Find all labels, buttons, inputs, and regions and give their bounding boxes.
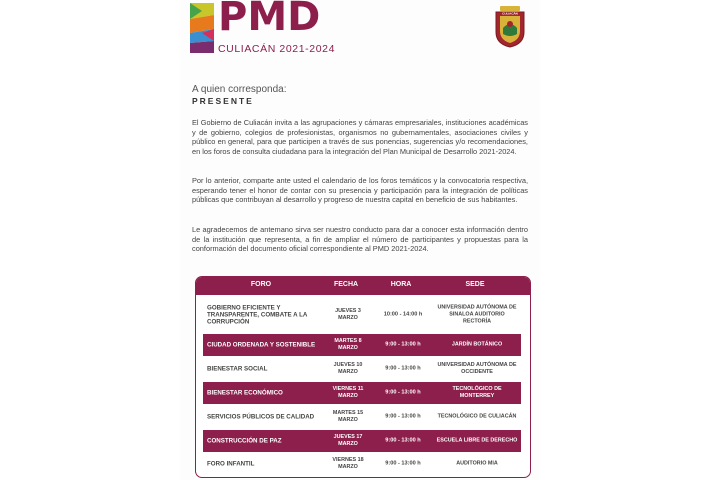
cell-fecha: MARTES 15 MARZO bbox=[332, 410, 364, 423]
cell-sede: AUDITORIO MIA bbox=[456, 460, 498, 467]
cell-foro: SERVICIOS PÚBLICOS DE CALIDAD bbox=[207, 413, 315, 421]
cell-fecha: MARTES 8 MARZO bbox=[334, 338, 362, 351]
salutation: PRESENTE bbox=[192, 96, 254, 106]
cell-foro: CIUDAD ORDENADA Y SOSTENIBLE bbox=[207, 341, 316, 349]
cell-foro: FORO INFANTIL bbox=[207, 460, 255, 468]
cell-sede: TECNOLÓGICO DE MONTERREY bbox=[452, 386, 502, 399]
header-foro: FORO bbox=[250, 281, 272, 288]
table-row bbox=[203, 382, 521, 404]
cell-fecha: VIERNES 11 MARZO bbox=[332, 386, 364, 399]
forums-table bbox=[195, 276, 531, 478]
logo-title: PMD bbox=[218, 0, 321, 40]
table-row bbox=[203, 405, 521, 429]
header-hora: HORA bbox=[390, 281, 412, 288]
table-row bbox=[203, 453, 521, 475]
logo-subtitle: CULIACÁN 2021-2024 bbox=[218, 43, 336, 55]
cell-foro: GOBIERNO EFICIENTE Y TRANSPARENTE, COMBATE A LA CORRUPCIÓN bbox=[207, 304, 308, 326]
cell-hora: 10:00 - 14:00 h bbox=[383, 311, 423, 318]
table-row bbox=[203, 334, 521, 356]
cell-foro: BIENESTAR ECONÓMICO bbox=[207, 389, 283, 397]
paragraph-thanks: Le agradecemos de antemano sirva ser nuestro conducto para dar a conocer esta información dentro de la institución que representa, a fin de ampliar el número de participantes y propuestas para la conformación del documento oficial correspondiente al PMD 2021-2024. bbox=[192, 225, 528, 254]
header-fecha: FECHA bbox=[333, 281, 359, 288]
cell-hora: 9:00 - 13:00 h bbox=[385, 460, 421, 467]
pmd-logo bbox=[190, 0, 360, 55]
culiacan-seal-icon bbox=[494, 4, 526, 48]
table-row bbox=[203, 357, 521, 381]
cell-foro: BIENESTAR SOCIAL bbox=[207, 365, 268, 373]
cell-sede: ESCUELA LIBRE DE DERECHO bbox=[436, 437, 518, 444]
header-sede: SEDE bbox=[465, 281, 485, 288]
cell-hora: 9:00 - 13:00 h bbox=[385, 413, 421, 420]
cell-sede: UNIVERSIDAD AUTÓNOMA DE SINALOA AUDITORIO RECTORÍA bbox=[437, 304, 517, 325]
cell-fecha: JUEVES 10 MARZO bbox=[333, 362, 363, 375]
cell-foro: CONSTRUCCIÓN DE PAZ bbox=[207, 437, 282, 445]
table-row bbox=[203, 430, 521, 452]
cell-hora: 9:00 - 13:00 h bbox=[385, 341, 421, 348]
greeting: A quien corresponda: bbox=[192, 84, 287, 95]
table-header bbox=[196, 277, 530, 295]
cell-hora: 9:00 - 13:00 h bbox=[385, 389, 421, 396]
cell-sede: JARDÍN BOTÁNICO bbox=[451, 341, 503, 348]
cell-fecha: VIERNES 18 MARZO bbox=[332, 457, 364, 470]
seal-label: CULIACÁN bbox=[502, 11, 518, 16]
table-row bbox=[203, 297, 521, 333]
cell-fecha: JUEVES 17 MARZO bbox=[333, 434, 363, 447]
cell-fecha: JUEVES 3 MARZO bbox=[335, 308, 361, 321]
pmd-logo-mark-icon bbox=[190, 3, 214, 53]
cell-sede: TECNOLÓGICO DE CULIACÁN bbox=[437, 413, 517, 420]
paragraph-calendar: Por lo anterior, comparte ante usted el calendario de los foros temáticos y la convocatoria respectiva, esperando tener el honor de contar con su presencia y participación para la integración de políticas públicas que contribuyan al desarrollo y progreso de nuestra capital en beneficio de sus habitantes. bbox=[192, 176, 528, 205]
cell-hora: 9:00 - 13:00 h bbox=[385, 437, 421, 444]
paragraph-invitation: El Gobierno de Culiacán invita a las agrupaciones y cámaras empresariales, instituciones académicas y de gobierno, colegios de profesionistas, organismos no gubernamentales, asociaciones civiles y público en general, para que participen a través de sus ponencias, sugerencias y/o recomendaciones, en los foros de consulta ciudadana para la integración del Plan Municipal de Desarrollo 2021-2024. bbox=[192, 118, 528, 156]
cell-hora: 9:00 - 13:00 h bbox=[385, 365, 421, 372]
cell-sede: UNIVERSIDAD AUTÓNOMA DE OCCIDENTE bbox=[437, 362, 517, 375]
